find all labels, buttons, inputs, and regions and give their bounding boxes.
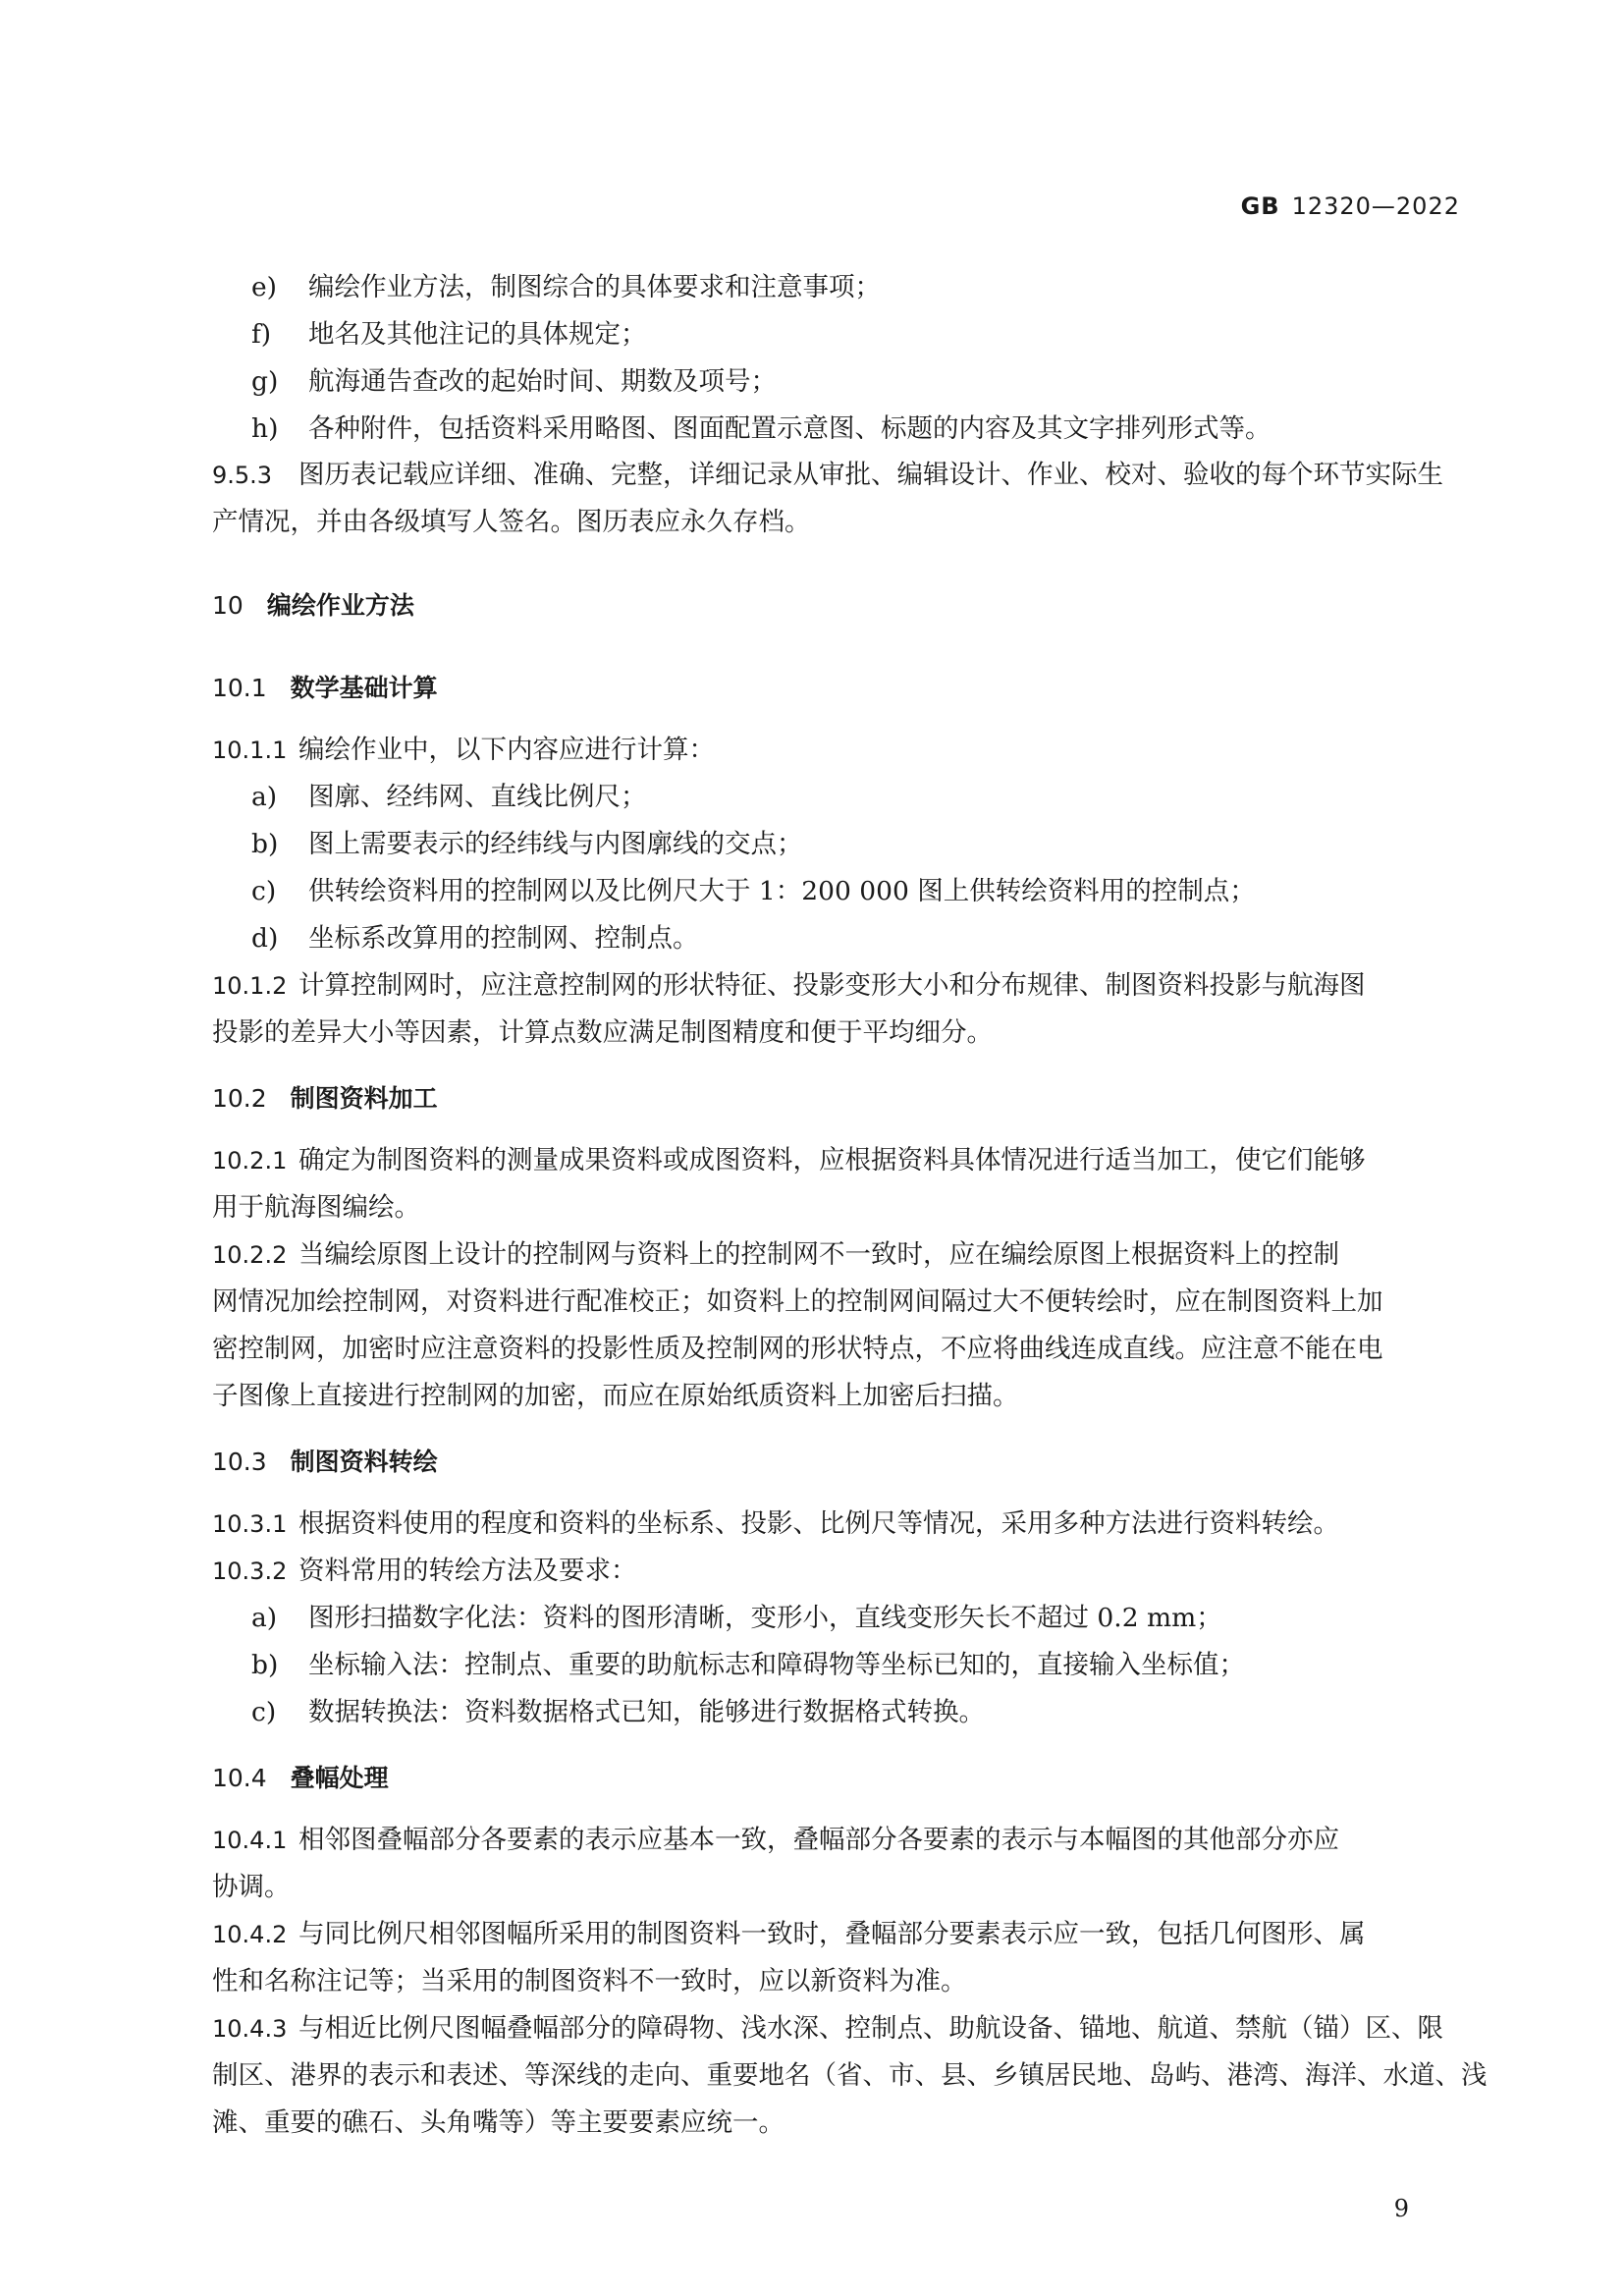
clause-line	[212, 1016, 1469, 1050]
clause-10-2-2	[212, 1238, 1469, 1272]
section-title: 制图资料加工	[290, 1084, 438, 1113]
section-number: 10.4	[212, 1764, 267, 1792]
clause-text: 与同比例尺相邻图幅所采用的制图资料一致时，叠幅部分要素表示应一致，包括几何图形、属	[298, 1919, 1366, 1949]
clause-line	[212, 1965, 1469, 1998]
clause-text: 滩、重要的礁石、头角嘴等）等主要要素应统一。	[212, 2107, 784, 2138]
standard-header	[1241, 192, 1460, 220]
clause-10-3-2	[212, 1555, 1469, 1588]
list-marker: b)	[251, 829, 279, 859]
list-item	[251, 1602, 1508, 1635]
list-text: 供转绘资料用的控制网以及比例尺大于 1：200 000 图上供转绘资料用的控制点；	[308, 876, 1256, 906]
clause-text: 确定为制图资料的测量成果资料或成图资料，应根据资料具体情况进行适当加工，使它们能够	[298, 1145, 1366, 1175]
clause-number: 10.4.1	[212, 1827, 288, 1854]
list-marker: h)	[251, 413, 279, 444]
list-item	[251, 412, 1508, 446]
clause-number: 10.4.3	[212, 2015, 288, 2043]
list-marker: c)	[251, 876, 277, 906]
clause-text: 计算控制网时，应注意控制网的形状特征、投影变形大小和分布规律、制图资料投影与航海图	[298, 970, 1366, 1001]
list-marker: g)	[251, 366, 279, 397]
clause-number: 9.5.3	[212, 462, 273, 489]
clause-text: 根据资料使用的程度和资料的坐标系、投影、比例尺等情况，采用多种方法进行资料转绘。	[298, 1508, 1339, 1539]
section-number: 10.1	[212, 674, 267, 702]
section-heading-10-1	[212, 672, 1469, 705]
standard-code: GB	[1240, 192, 1280, 220]
clause-text: 性和名称注记等；当采用的制图资料不一致时，应以新资料为准。	[212, 1966, 967, 1996]
clause-number: 10.1.1	[212, 737, 288, 764]
list-text: 图上需要表示的经纬线与内图廓线的交点；	[308, 829, 803, 859]
clause-text: 相邻图叠幅部分各要素的表示应基本一致，叠幅部分各要素的表示与本幅图的其他部分亦应	[298, 1825, 1339, 1855]
clause-text: 资料常用的转绘方法及要求：	[298, 1556, 637, 1586]
list-text: 编绘作业方法，制图综合的具体要求和注意事项；	[308, 272, 881, 302]
section-heading-10-4	[212, 1762, 1469, 1795]
clause-number: 10.4.2	[212, 1921, 288, 1948]
list-marker: e)	[251, 272, 278, 302]
clause-10-1-1	[212, 734, 1469, 767]
clause-line	[212, 1380, 1469, 1413]
clause-9-5-3	[212, 459, 1469, 492]
section-number: 10	[212, 591, 243, 620]
list-item	[251, 365, 1508, 399]
clause-number: 10.2.2	[212, 1241, 288, 1269]
page-number: 9	[1393, 2195, 1409, 2222]
clause-text: 网情况加绘控制网，对资料进行配准校正；如资料上的控制网间隔过大不便转绘时，应在制图资料上加	[212, 1286, 1383, 1317]
clause-line	[212, 1871, 1469, 1904]
section-heading-10-2	[212, 1082, 1469, 1116]
clause-10-4-3	[212, 2012, 1469, 2046]
clause-line	[212, 1191, 1469, 1225]
clause-10-2-1	[212, 1144, 1469, 1177]
clause-10-3-1	[212, 1507, 1469, 1541]
clause-line	[212, 1333, 1469, 1366]
section-title: 叠幅处理	[290, 1764, 389, 1792]
list-item	[251, 271, 1508, 304]
list-text: 地名及其他注记的具体规定；	[308, 319, 647, 350]
list-marker: f)	[251, 319, 272, 350]
clause-text: 投影的差异大小等因素，计算点数应满足制图精度和便于平均细分。	[212, 1017, 993, 1048]
clause-text: 与相近比例尺图幅叠幅部分的障碍物、浅水深、控制点、助航设备、锚地、航道、禁航（锚）区、限	[298, 2013, 1443, 2044]
clause-text: 用于航海图编绘。	[212, 1192, 420, 1223]
list-item	[251, 1649, 1508, 1682]
list-marker: a)	[251, 1603, 278, 1633]
list-text: 图形扫描数字化法：资料的图形清晰，变形小，直线变形矢长不超过 0.2 mm；	[308, 1603, 1222, 1633]
list-marker: b)	[251, 1650, 279, 1680]
clause-text: 子图像上直接进行控制网的加密，而应在原始纸质资料上加密后扫描。	[212, 1381, 1019, 1411]
clause-10-4-2	[212, 1918, 1469, 1951]
list-item	[251, 828, 1508, 861]
list-item	[251, 875, 1508, 908]
list-marker: c)	[251, 1697, 277, 1727]
clause-number: 10.3.2	[212, 1558, 288, 1585]
section-heading-10-3	[212, 1446, 1469, 1479]
list-item	[251, 781, 1508, 814]
section-title: 制图资料转绘	[290, 1448, 438, 1476]
clause-text: 协调。	[212, 1872, 291, 1902]
clause-10-4-1	[212, 1824, 1469, 1857]
list-item	[251, 318, 1508, 352]
clause-line	[212, 2106, 1469, 2140]
list-text: 数据转换法：资料数据格式已知，能够进行数据格式转换。	[308, 1697, 985, 1727]
list-item	[251, 922, 1508, 956]
clause-text: 产情况，并由各级填写人签名。图历表应永久存档。	[212, 507, 811, 537]
section-title: 数学基础计算	[290, 674, 438, 702]
clause-line	[212, 1285, 1469, 1319]
list-text: 各种附件，包括资料采用略图、图面配置示意图、标题的内容及其文字排列形式等。	[308, 413, 1271, 444]
section-number: 10.2	[212, 1084, 267, 1113]
list-marker: d)	[251, 923, 279, 954]
clause-number: 10.1.2	[212, 972, 288, 1000]
standard-number: 12320—2022	[1291, 192, 1460, 220]
clause-line	[212, 506, 1469, 539]
clause-text: 当编绘原图上设计的控制网与资料上的控制网不一致时，应在编绘原图上根据资料上的控制	[298, 1239, 1339, 1270]
clause-text: 图历表记载应详细、准确、完整，详细记录从审批、编辑设计、作业、校对、验收的每个环节实际生	[298, 460, 1443, 490]
clause-number: 10.2.1	[212, 1147, 288, 1175]
list-item	[251, 1696, 1508, 1729]
clause-line	[212, 2059, 1488, 2093]
clause-number: 10.3.1	[212, 1510, 288, 1538]
list-text: 坐标输入法：控制点、重要的助航标志和障碍物等坐标已知的，直接输入坐标值；	[308, 1650, 1245, 1680]
clause-text: 密控制网，加密时应注意资料的投影性质及控制网的形状特点，不应将曲线连成直线。应注意不能在电	[212, 1334, 1383, 1364]
list-text: 坐标系改算用的控制网、控制点。	[308, 923, 699, 954]
clause-text: 编绘作业中，以下内容应进行计算：	[298, 735, 715, 765]
section-title: 编绘作业方法	[266, 591, 414, 620]
clause-text: 制区、港界的表示和表述、等深线的走向、重要地名（省、市、县、乡镇居民地、岛屿、港湾、海洋、水道、浅	[212, 2060, 1488, 2091]
list-marker: a)	[251, 782, 278, 812]
clause-10-1-2	[212, 969, 1469, 1003]
section-number: 10.3	[212, 1448, 267, 1476]
section-heading-10	[212, 589, 1469, 623]
list-text: 航海通告查改的起始时间、期数及项号；	[308, 366, 777, 397]
list-text: 图廓、经纬网、直线比例尺；	[308, 782, 647, 812]
